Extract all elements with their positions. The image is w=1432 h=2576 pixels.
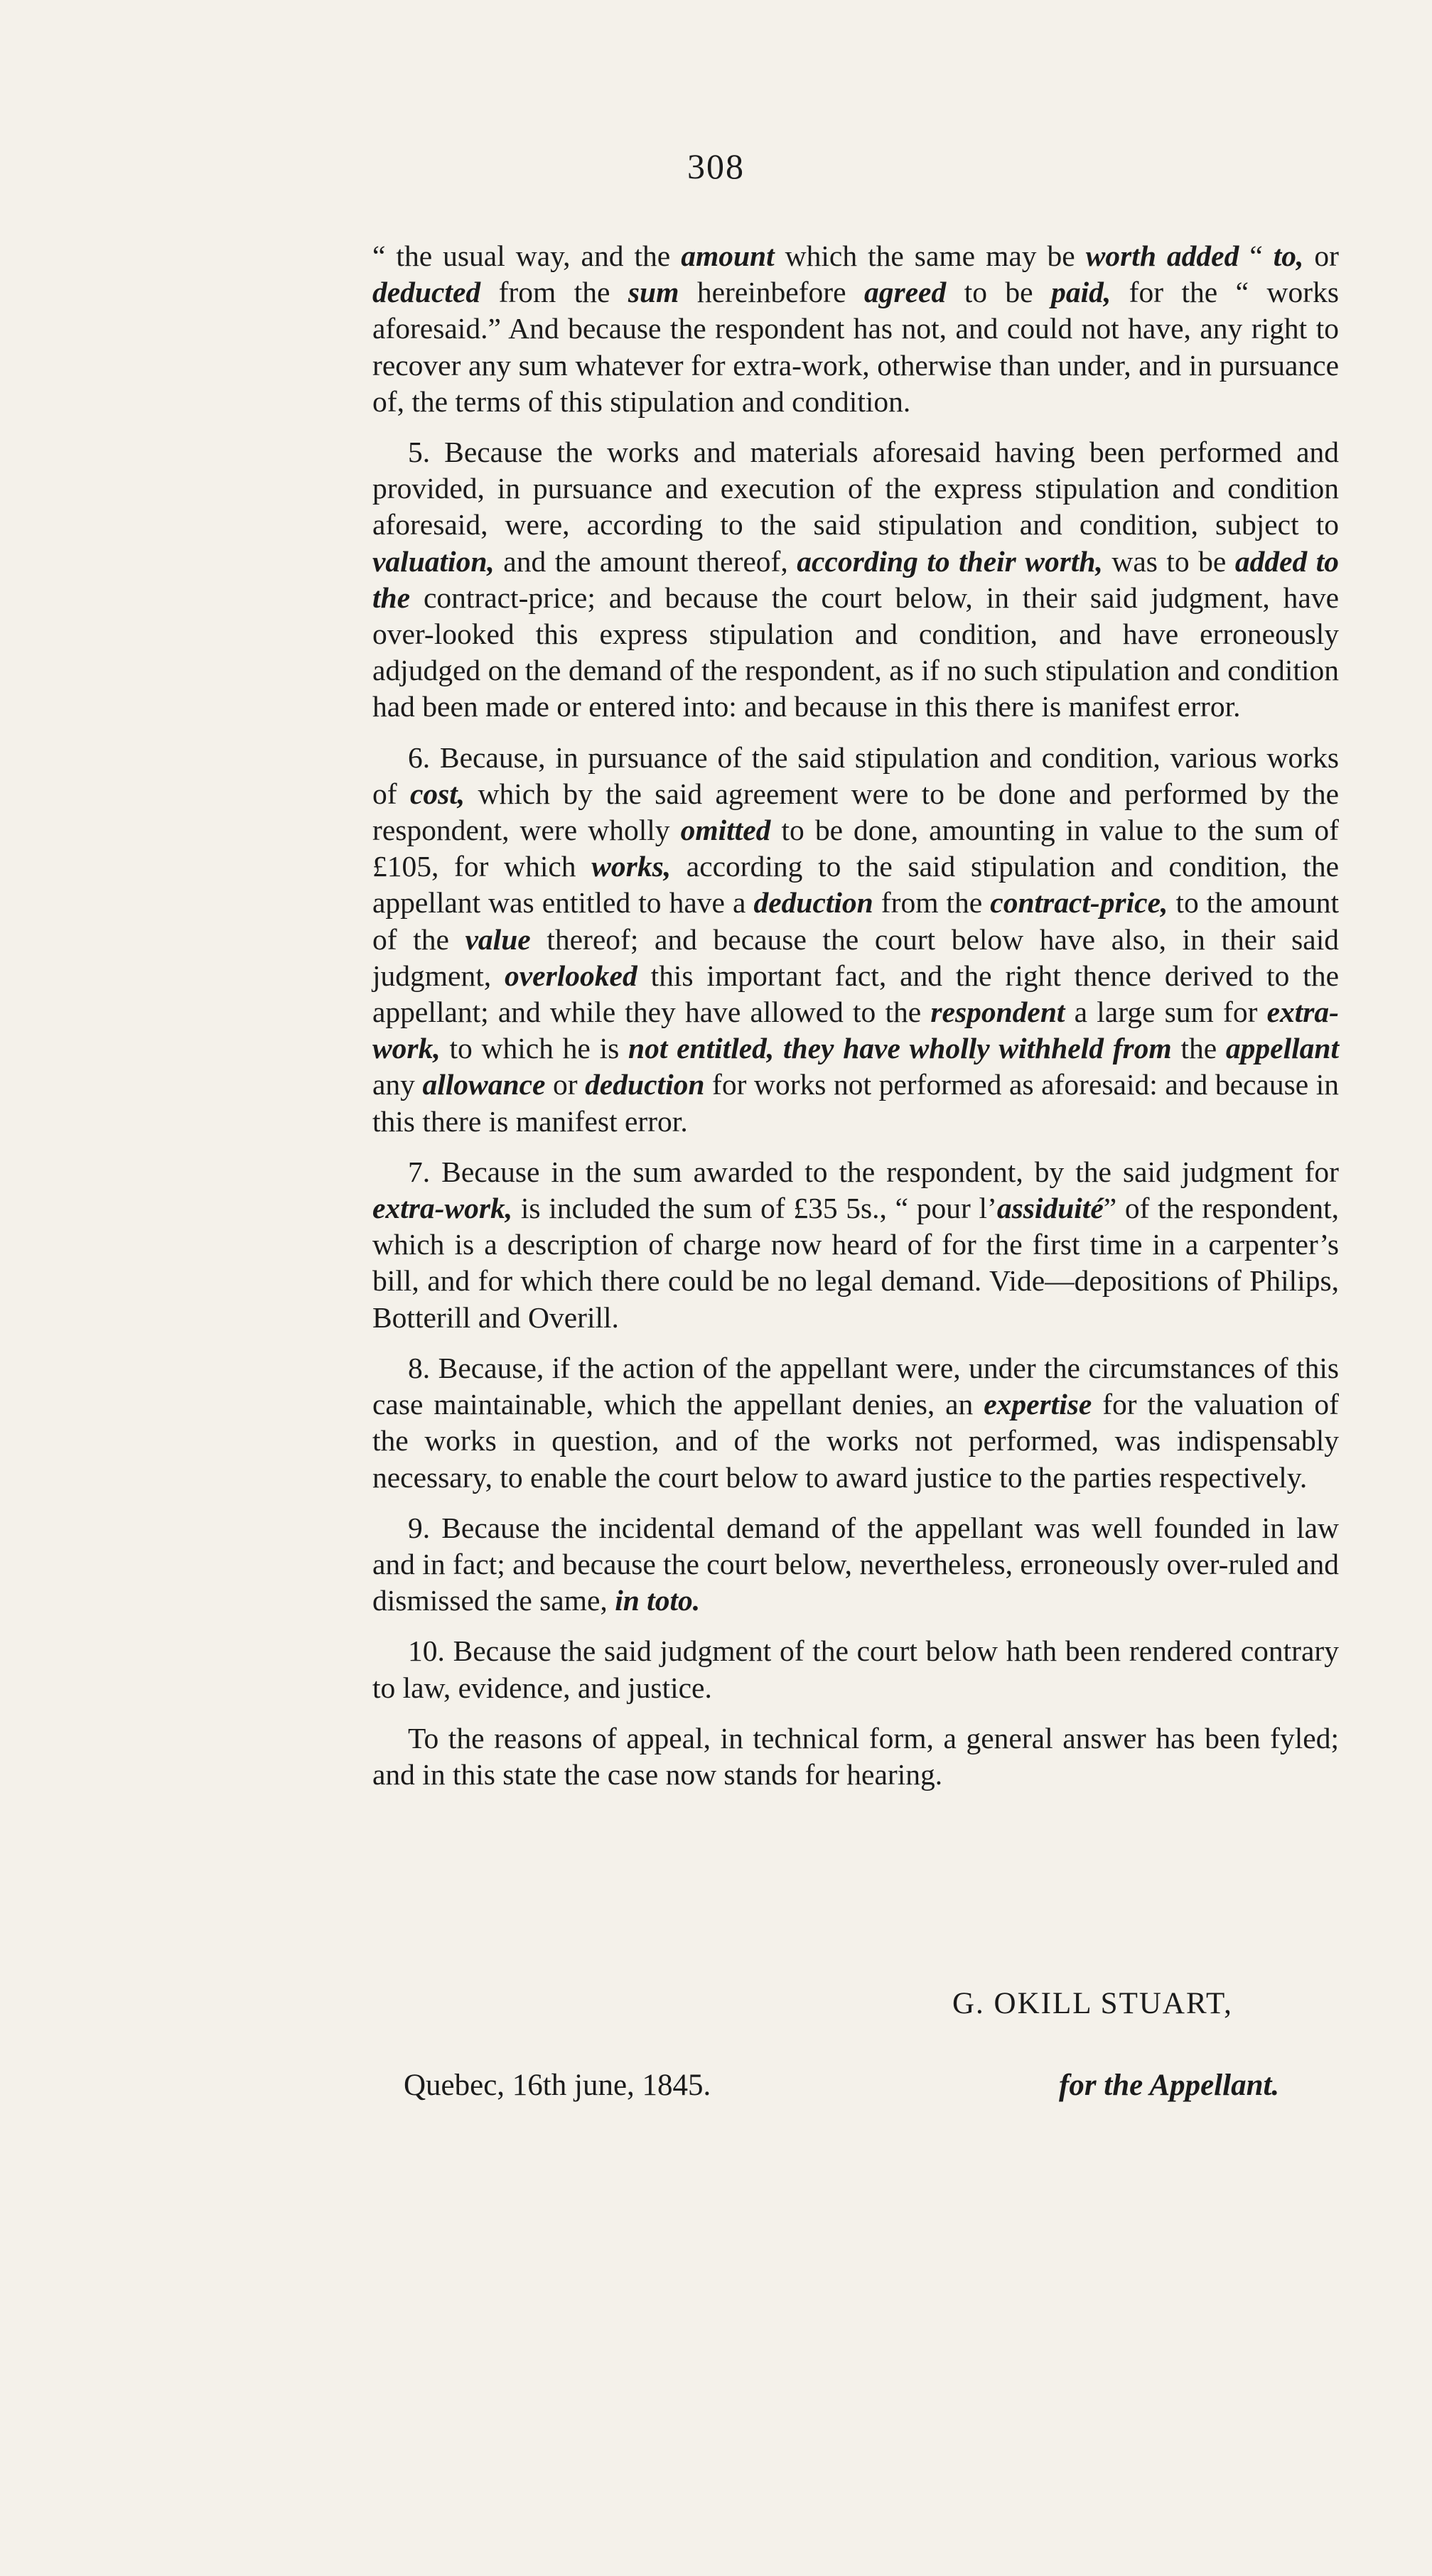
text-run: from the bbox=[480, 276, 628, 309]
text-run: to the amount of the bbox=[372, 886, 1339, 956]
text-run: 6. Because, in pursuance of the said stipulation and condition, various works of bbox=[372, 740, 1339, 810]
text-run: a large sum for bbox=[1065, 996, 1267, 1029]
closing-paragraph bbox=[372, 1720, 1339, 1793]
text-run: was to be bbox=[1102, 544, 1235, 578]
emphasis: deduction bbox=[753, 886, 873, 920]
text-run: from the bbox=[873, 886, 991, 920]
emphasis: cost, bbox=[409, 777, 465, 810]
emphasis: contract-price, bbox=[990, 886, 1168, 920]
text-run: thereof; and because the court below have also, in their said judgment, bbox=[372, 922, 1339, 992]
emphasis: expertise bbox=[984, 1388, 1092, 1421]
text-run: which by the said agreement were to be done and performed by the respondent, were wholly bbox=[372, 777, 1339, 847]
emphasis: omitted bbox=[680, 814, 771, 847]
emphasis: deducted bbox=[372, 276, 481, 309]
text-run: and the amount thereof, bbox=[494, 544, 797, 578]
emphasis: according to their worth, bbox=[797, 544, 1103, 578]
text-run: any bbox=[372, 1068, 423, 1101]
text-run: “ the usual way, and the bbox=[372, 239, 682, 272]
text-run: To the reasons of appeal, in technical form, a general answer has been fyled; and in this state the case now stands for hearing. bbox=[372, 1721, 1339, 1791]
emphasis: extra-work, bbox=[372, 996, 1339, 1065]
text-run: or bbox=[1303, 239, 1339, 272]
paragraph-5 bbox=[372, 434, 1339, 726]
text-run: 9. Because the incidental demand of the appellant was well founded in law and in fact; and because the court below, nevertheless, erroneously over-ruled and dismissed the same, bbox=[372, 1511, 1339, 1617]
signature-name: G. OKILL STUART, bbox=[952, 1987, 1233, 2020]
paragraph-6 bbox=[372, 740, 1339, 1140]
emphasis: allowance bbox=[422, 1068, 546, 1101]
text-run: this important fact, and the right thence derived to the appellant; and while they have allowed to the bbox=[372, 959, 1340, 1029]
emphasis: added to the bbox=[372, 544, 1340, 614]
emphasis: valuation, bbox=[372, 544, 495, 578]
emphasis: agreed bbox=[863, 276, 947, 309]
text-run: “ bbox=[1239, 239, 1274, 272]
signatory-role: for the Appellant. bbox=[1059, 2069, 1280, 2102]
continuation-paragraph bbox=[372, 238, 1339, 420]
emphasis: sum bbox=[628, 276, 679, 309]
text-run: 5. Because the works and materials aforesaid having been performed and provided, in pursuance and execution of the express stipulation and condition aforesaid, were, according to the said stipulation and condition, subject to bbox=[372, 436, 1339, 541]
text-run: to be bbox=[946, 276, 1052, 309]
emphasis: extra-work, bbox=[372, 1192, 513, 1225]
emphasis: respondent bbox=[930, 996, 1065, 1029]
text-run: 8. Because, if the action of the appellant were, under the circumstances of this case maintainable, which the appellant denies, an bbox=[372, 1351, 1339, 1421]
body-text bbox=[372, 238, 1339, 1807]
emphasis: paid, bbox=[1051, 276, 1111, 309]
text-run: which the same may be bbox=[774, 239, 1086, 272]
text-run: according to the said stipulation and condition, the appellant was entitled to have a bbox=[372, 850, 1339, 920]
emphasis: overlooked bbox=[505, 959, 637, 992]
emphasis: to, bbox=[1273, 239, 1304, 272]
page-number: 308 bbox=[687, 146, 745, 186]
paragraph-9 bbox=[372, 1510, 1339, 1620]
text-run: contract-price; and because the court below, in their said judgment, have over-looked this express stipulation and condition, and have erroneously adjudged on the demand of the respondent, as if no such stipulation and condition had been made or entered into: and because in this there is manifest error. bbox=[372, 581, 1339, 723]
emphasis: assiduité bbox=[996, 1192, 1104, 1225]
emphasis: value bbox=[465, 922, 531, 956]
place-date: Quebec, 16th june, 1845. bbox=[404, 2069, 711, 2102]
text-run: for the valuation of the works in question, and of the works not performed, was indispensably necessary, to enable the court below to award justice to the parties respectively. bbox=[372, 1388, 1339, 1494]
emphasis: appellant bbox=[1225, 1032, 1339, 1065]
text-run: 7. Because in the sum awarded to the respondent, by the said judgment for bbox=[408, 1155, 1339, 1188]
text-run: to be done, amounting in value to the sum of £105, for which bbox=[372, 814, 1339, 883]
emphasis: worth added bbox=[1085, 239, 1239, 272]
text-run: to which he is bbox=[440, 1032, 628, 1065]
emphasis: deduction bbox=[585, 1068, 705, 1101]
emphasis: works, bbox=[591, 850, 672, 883]
emphasis: in toto. bbox=[615, 1584, 701, 1617]
text-run: or bbox=[545, 1068, 586, 1101]
text-run: for works not performed as aforesaid: and because in this there is manifest error. bbox=[372, 1068, 1339, 1138]
text-run: is included the sum of £35 5s., “ pour l’ bbox=[512, 1192, 997, 1225]
paragraph-8 bbox=[372, 1350, 1339, 1496]
emphasis: not entitled, they have wholly withheld from bbox=[628, 1032, 1172, 1065]
text-run: 10. Because the said judgment of the court below hath been rendered contrary to law, evidence, and justice. bbox=[372, 1634, 1339, 1704]
paragraph-10 bbox=[372, 1633, 1339, 1705]
text-run: ” of the respondent, which is a description of charge now heard of for the first time in a carpenter’s bill, and for which there could be no legal demand. Vide—depositions of Philips, Botterill and Overill. bbox=[372, 1192, 1339, 1334]
text-run: hereinbefore bbox=[679, 276, 864, 309]
emphasis: amount bbox=[681, 239, 775, 272]
text-run: the bbox=[1171, 1032, 1226, 1065]
paragraph-7 bbox=[372, 1154, 1339, 1336]
text-run: for the “ works aforesaid.” And because the respondent has not, and could not have, any right to recover any sum whatever for extra-work, otherwise than under, and in pursuance of, the terms of this stipulation and condition. bbox=[372, 276, 1340, 418]
